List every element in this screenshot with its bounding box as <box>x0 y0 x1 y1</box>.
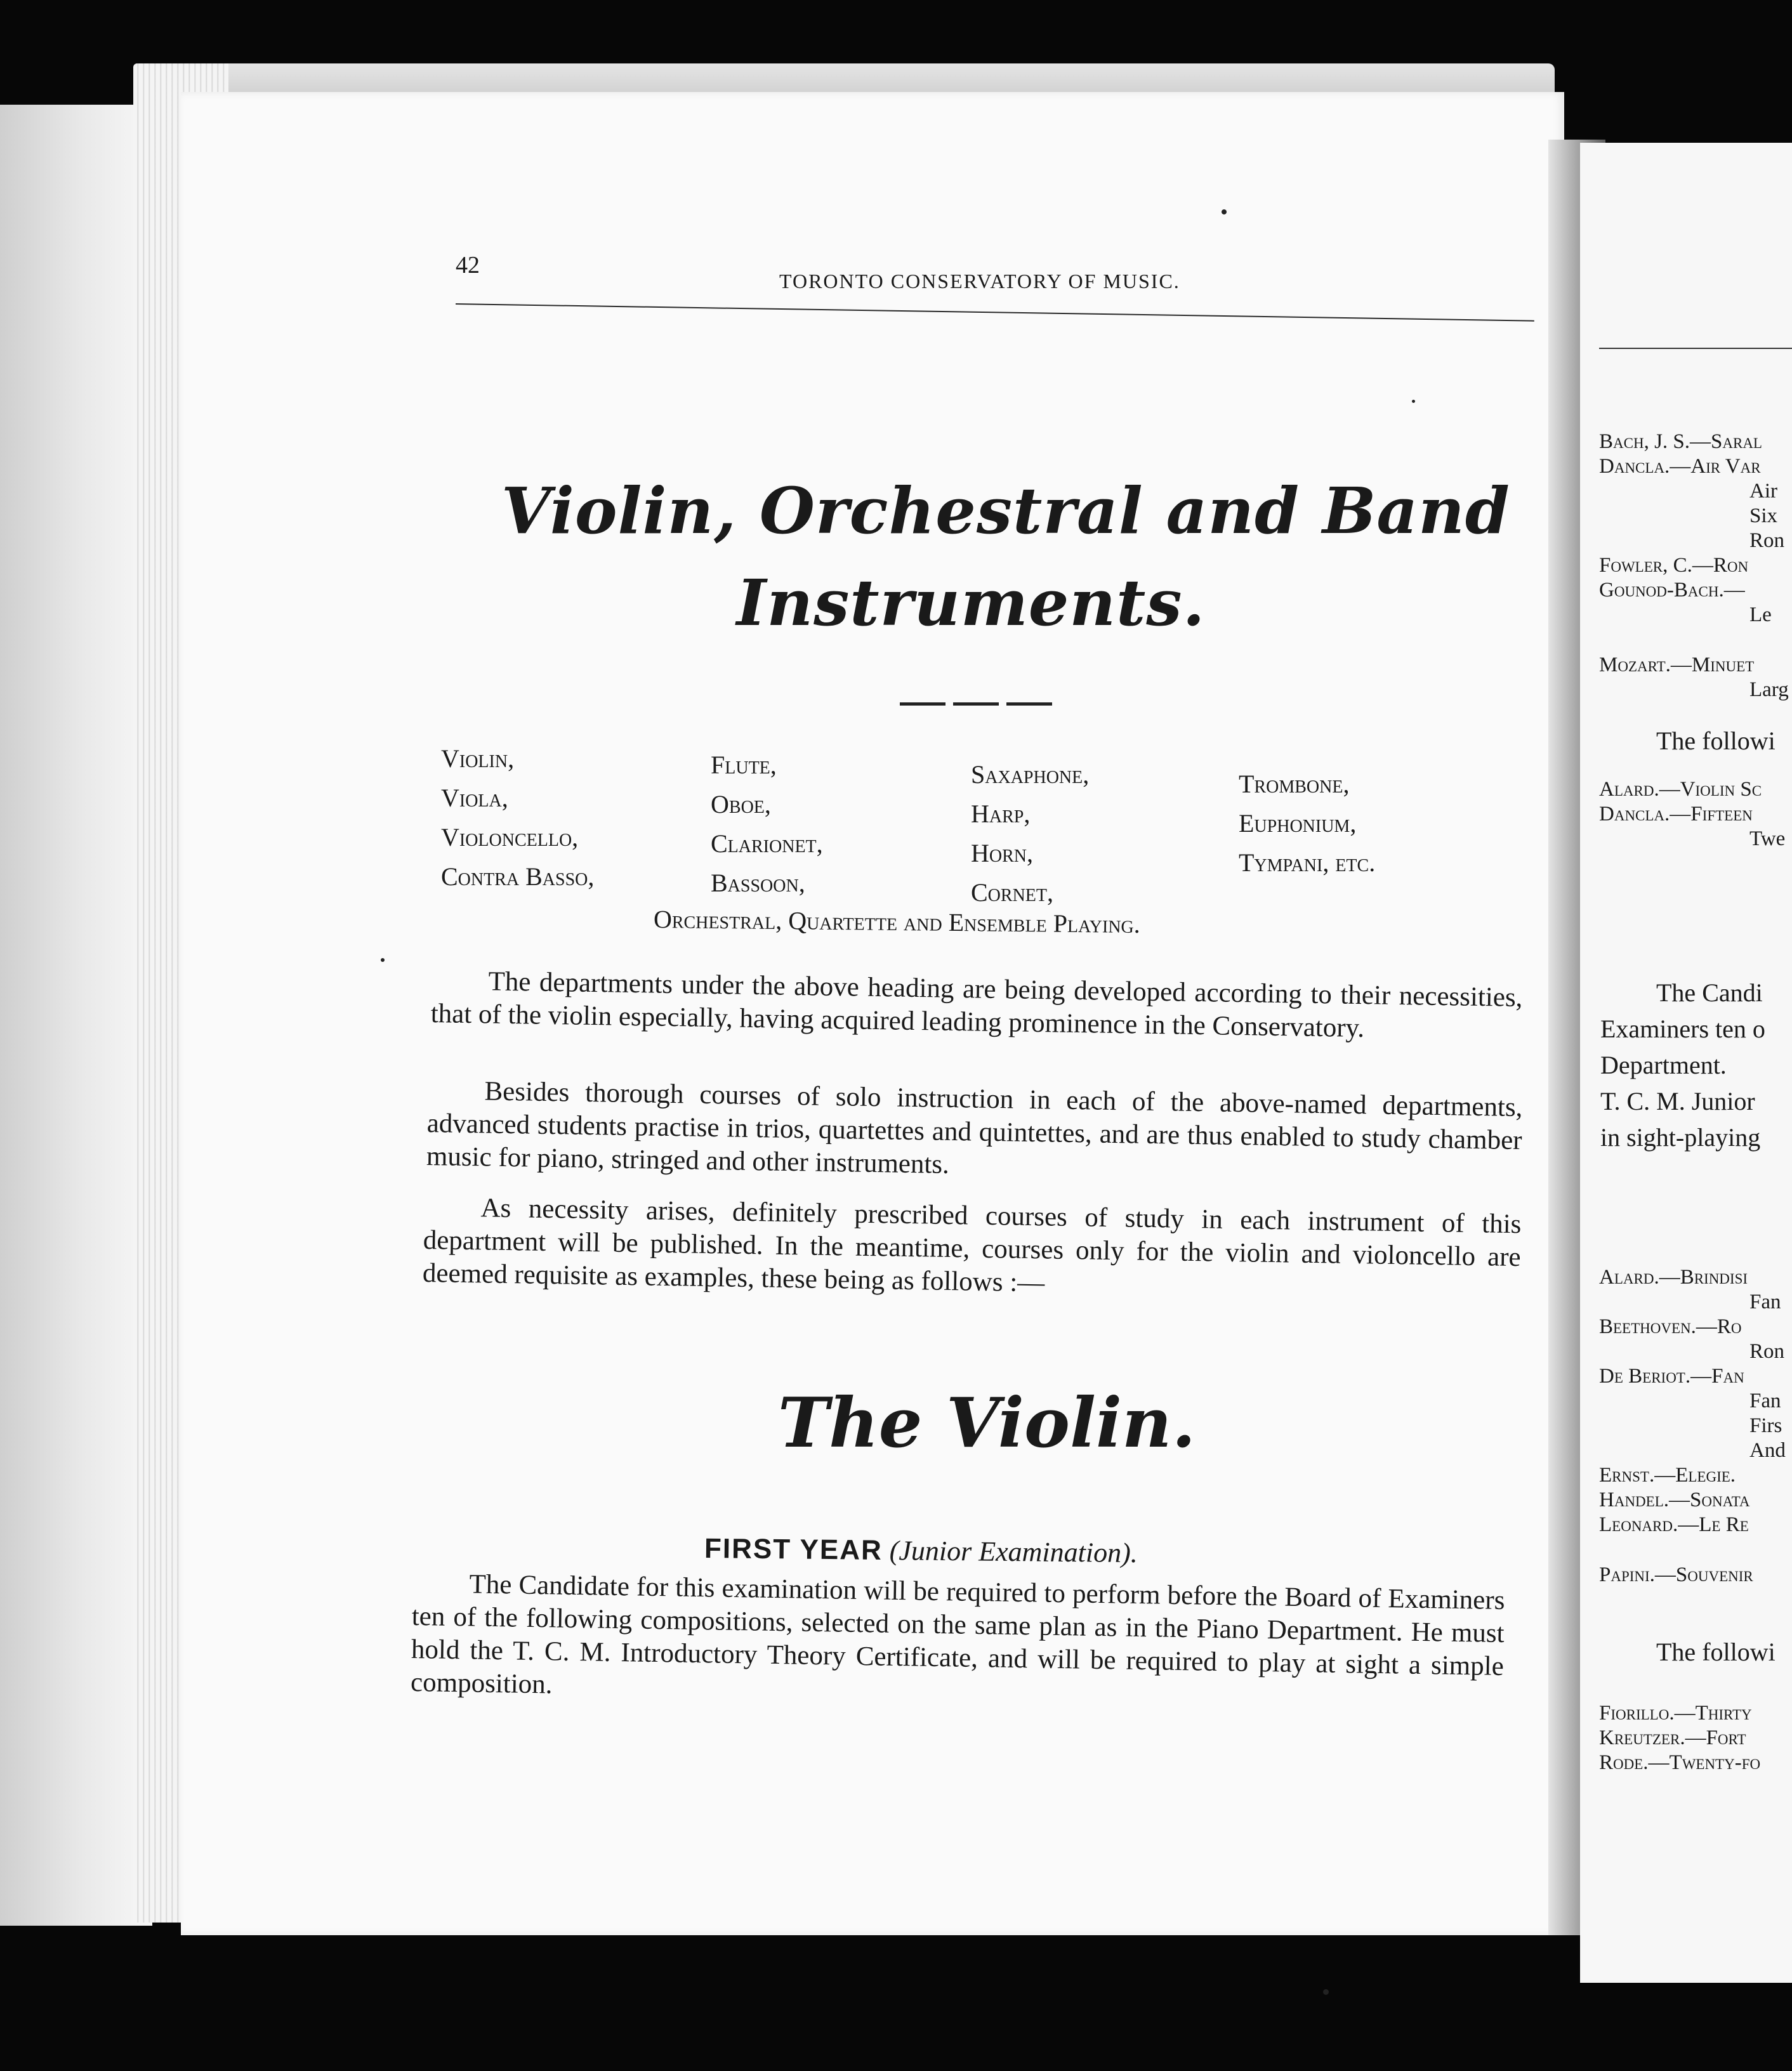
next-page-line: Dancla.—Air Var <box>1599 455 1761 478</box>
dust-speck <box>1222 209 1227 214</box>
instrument-item: Euphonium, <box>1239 809 1357 838</box>
next-page-line: Fowler, C.—Ron <box>1599 554 1749 577</box>
next-page-line: Alard.—Violin Sc <box>1599 778 1762 801</box>
instrument-item: Trombone, <box>1239 770 1350 798</box>
next-page-line: Rode.—Twenty-fo <box>1599 1751 1761 1774</box>
next-page-line: Alard.—Brindisi <box>1599 1266 1748 1289</box>
next-page-line: Kreutzer.—Fort <box>1599 1726 1746 1749</box>
page-number: 42 <box>456 252 480 279</box>
next-page-line: Firs <box>1749 1414 1782 1437</box>
instrument-item: Clarionet, <box>711 829 823 858</box>
next-page-line: Ron <box>1749 529 1785 552</box>
violin-exam-paragraph: The Candidate for this examination will be required to perform before the Board of Examiners ten of the following compositions, selected on the same plan as in the Piano Department. He must hold the T. C. M. Introductory Theory Certificate, and will be required to play at sight a simple composition. <box>410 1569 1505 1700</box>
next-page-line: Handel.—Sonata <box>1599 1489 1750 1511</box>
instrument-item: Violin, <box>441 744 515 773</box>
next-page-line: Bach, J. S.—Saral <box>1599 430 1762 453</box>
next-page-line: Leonard.—Le Re <box>1599 1513 1749 1536</box>
body-paragraph-3: As necessity arises, definitely prescribed courses of study in each instrument of this department will be published. In the meantime, courses only for the violin and violoncello are deemed requisite as examples, these being as follows :— <box>422 1193 1522 1298</box>
instrument-item: Oboe, <box>711 790 771 819</box>
next-page-line: Papini.—Souvenir <box>1599 1563 1753 1586</box>
instrument-item: Harp, <box>971 799 1031 828</box>
next-page-line: Fan <box>1749 1390 1781 1412</box>
exam-label: (Junior Examination). <box>889 1535 1138 1569</box>
next-page-line: Six <box>1749 504 1778 527</box>
dust-speck <box>1412 400 1415 403</box>
next-page-line: De Beriot.—Fan <box>1599 1365 1744 1388</box>
next-page-line: And <box>1749 1439 1786 1462</box>
next-page-line: The followi <box>1656 726 1776 755</box>
next-page-line: Le <box>1749 603 1772 626</box>
running-head-title: TORONTO CONSERVATORY OF MUSIC. <box>779 270 1180 293</box>
instrument-item: Violoncello, <box>441 823 579 851</box>
next-page-line: Beethoven.—Ro <box>1599 1315 1742 1338</box>
dust-speck <box>1323 1989 1329 1995</box>
body-paragraph-1: The departments under the above heading are being developed according to their necessities, that of the violin especially, having acquired leading prominence in the Conservatory. <box>430 966 1523 1044</box>
ornamental-dash-3 <box>1006 702 1052 706</box>
instrument-column-4 <box>1239 765 1375 883</box>
next-page-line: Gounod-Bach.— <box>1599 579 1745 602</box>
instrument-column-1 <box>441 739 594 897</box>
next-page-line: The Candi <box>1656 978 1763 1007</box>
next-page-line: Mozart.—Minuet <box>1599 654 1755 676</box>
next-page-line: Ernst.—Elegie. <box>1599 1464 1736 1487</box>
instrument-item: Horn, <box>971 839 1034 867</box>
next-page-line: T. C. M. Junior <box>1600 1087 1755 1115</box>
next-page-line: Fiorillo.—Thirty <box>1599 1702 1752 1725</box>
next-page-line: Examiners ten o <box>1600 1015 1765 1043</box>
instrument-item: Contra Basso, <box>441 862 595 891</box>
instrument-item: Saxaphone, <box>971 760 1090 789</box>
section-heading-line-2: Instruments. <box>736 565 1206 640</box>
next-page-line: Department. <box>1600 1051 1727 1079</box>
instrument-item: Viola, <box>441 784 508 812</box>
next-page-line: Fan <box>1749 1291 1781 1313</box>
instrument-column-3 <box>971 755 1089 912</box>
next-page-line: Twe <box>1749 827 1786 850</box>
instrument-column-2 <box>711 746 823 903</box>
next-page-line: Ron <box>1749 1340 1785 1363</box>
ornamental-dash-2 <box>953 702 999 706</box>
instrument-item: Tympani, etc. <box>1239 848 1376 877</box>
next-page-line: in sight-playing <box>1600 1123 1761 1152</box>
instrument-item: Bassoon, <box>711 869 805 897</box>
section-heading-line-1: Violin, Orchestral and Band <box>501 473 1510 548</box>
year-label: FIRST YEAR <box>704 1533 883 1566</box>
violin-section-title: The Violin. <box>777 1383 1196 1463</box>
next-page-line: Dancla.—Fifteen <box>1599 803 1753 825</box>
dust-speck <box>381 958 385 962</box>
first-year-heading <box>704 1532 1138 1569</box>
next-page-line: Air <box>1749 480 1777 503</box>
left-page-edge <box>0 105 152 1926</box>
ornamental-dash-1 <box>900 702 945 706</box>
ensemble-playing-line: Orchestral, Quartette and Ensemble Playing. <box>653 905 1141 939</box>
next-page-header-rule <box>1599 348 1792 349</box>
instrument-item: Cornet, <box>971 878 1054 907</box>
instrument-item: Flute, <box>711 751 777 779</box>
next-page-line: The followi <box>1656 1638 1776 1666</box>
body-paragraph-2: Besides thorough courses of solo instruction in each of the above-named departments, advanced students practise in trios, quartettes and quintettes, and are thus enabled to study chamber music for piano, stringed and other instruments. <box>426 1076 1523 1180</box>
next-page-line: Larg <box>1749 678 1789 701</box>
